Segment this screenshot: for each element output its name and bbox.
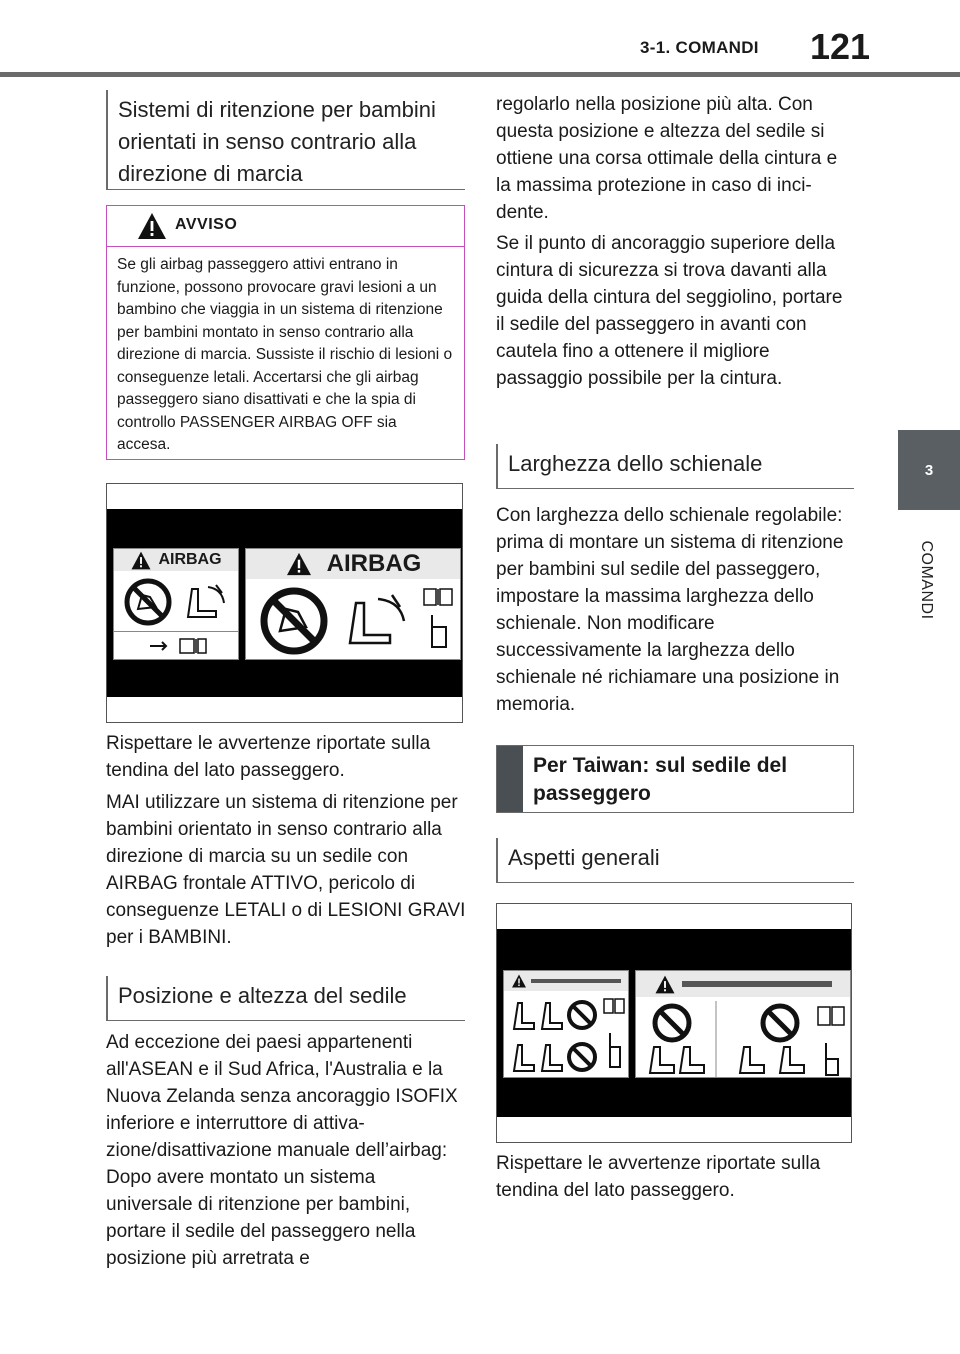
chinese-text-graphic [682, 979, 832, 989]
paragraph-except-asean: Ad eccezione dei paesi appartenenti all'ASEAN e il Sud Africa, l'Australia e la Nuova Zelanda senza ancoraggio ISOFIX inferiore e interruttore di attivazione/disattivazione manuale dell’airbag: Dopo avere montato un sistema universale di ritenzione per bambini, portare il sedile del passeggero nella posizione più arretrata e [106, 1032, 458, 1269]
paragraph-never-use: MAI utilizzare un sistema di ritenzione per bambini orientato in senso contrario alla direzione di marcia su un sedile con AIRBAG frontale ATTIVO, pericolo di conseguenze LETALI o di LESIONI GRAVI per i BAMBINI. [106, 792, 466, 948]
warning-title: AVVISO [175, 216, 238, 233]
chapter-tab [898, 430, 960, 510]
section-title: 3-1. COMANDI [640, 38, 759, 57]
taiwan-label-small [503, 970, 629, 1078]
warning-triangle-icon [130, 551, 152, 570]
page-number: 121 [810, 26, 871, 67]
seats-no-icon-row2 [508, 1037, 598, 1077]
paragraph-backrest-width: Con larghezza dello schienale regolabile: prima di montare un sistema di ritenzione per bambini sul sedile del passeggero, impostare la massima larghezza dello schienale. Non modificare successivamente la larghezza dello schienale né richiamare una posizione in memoria. [496, 505, 844, 715]
airbag-label-small [113, 548, 239, 660]
heading-taiwan-text: Per Taiwan: sul sedile del passeggero [533, 754, 788, 805]
taiwan-large-icons [640, 1001, 850, 1077]
no-child-seat-large-icon [254, 585, 334, 657]
heading-taiwan [496, 745, 854, 813]
airbag-label-large [245, 548, 461, 660]
warning-triangle-icon [137, 212, 167, 240]
paragraph-observe-warnings: Rispettare le avvertenze riportate sulla tendina del lato passeggero. [106, 733, 431, 781]
warning-text: Se gli airbag passeggero attivi entrano in funzione, possono provocare gravi lesioni a un bambino che viaggia in un sistema di ritenzione per bambini montato in senso contrario alla direzione di marcia. Sussiste il rischio di lesioni o conseguenze letali. Accertarsi che gli airbag passeggero siano disattivati e che la spia di controllo PASSENGER AIRBAG OFF sia accesa. [117, 256, 453, 453]
pointing-hand-icon [148, 637, 208, 655]
warning-header [107, 206, 464, 247]
heading-general-aspects: Aspetti generali [496, 838, 854, 883]
heading-bar [497, 746, 523, 812]
taiwan-small-title [504, 971, 628, 991]
taiwan-label-figure [496, 903, 852, 1143]
warning-triangle-icon [285, 552, 313, 576]
warning-triangle-icon [511, 974, 527, 988]
airbag-label-figure [106, 483, 463, 723]
seat-airbag-icon [178, 577, 234, 627]
paragraph-highest-position: regolarlo nella posizione più alta. Con questa posizione e altezza del sedile si ottiene una corsa ottimale della cintura e la massima protezione in caso di incidente. [496, 94, 838, 223]
seats-no-icon-row1 [508, 995, 598, 1035]
airbag-large-title [246, 549, 460, 579]
header-rule [0, 72, 960, 77]
chapter-label: COMANDI [918, 540, 935, 620]
chapter-number: 3 [924, 461, 934, 479]
chapter-label-wrap [906, 520, 946, 640]
chinese-text-graphic [531, 977, 621, 985]
manual-hand-icon [602, 997, 626, 1077]
warning-box [106, 205, 465, 460]
airbag-large-text: AIRBAG [326, 550, 422, 577]
no-child-seat-icon [120, 577, 176, 627]
seat-airbag-large-icon [338, 587, 418, 653]
warning-triangle-icon [654, 975, 676, 994]
taiwan-label-large [635, 970, 851, 1078]
heading-seat-position: Posizione e altezza del sedile [106, 976, 465, 1021]
airbag-small-text: AIRBAG [158, 551, 222, 568]
heading-backrest-width: Larghezza dello schienale [496, 444, 854, 489]
airbag-small-title [114, 549, 238, 571]
manual-hand-icon [422, 587, 456, 653]
heading-rear-facing: Sistemi di ritenzione per bambini orientati in senso contrario alla direzione di marcia [106, 90, 465, 190]
paragraph-observe-warnings-taiwan: Rispettare le avvertenze riportate sulla tendina del lato passeggero. [496, 1153, 821, 1201]
paragraph-upper-anchor: Se il punto di ancoraggio superiore della cintura di sicurezza si trova davanti alla guida della cintura del seggiolino, portare il sedile del passeggero in avanti con cautela fino a ottenere il migliore passaggio possibile per la cintura. [496, 233, 843, 389]
taiwan-large-title [636, 971, 850, 997]
